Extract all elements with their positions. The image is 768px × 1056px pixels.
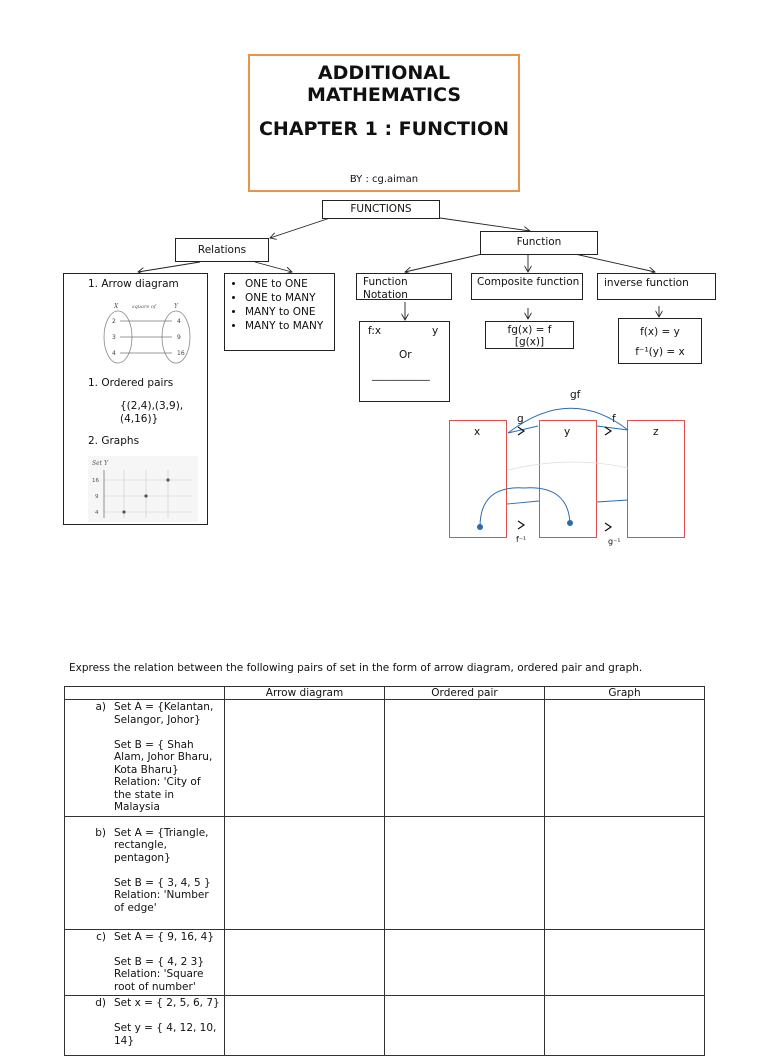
function-notation-box <box>356 273 452 300</box>
graph-illustration <box>88 456 198 522</box>
function-notation-label: Function Notation <box>363 276 408 300</box>
composite-detail-box <box>485 321 574 349</box>
arrow-x-value: 2 <box>112 318 116 325</box>
g-inverse-label: g⁻¹ <box>608 537 621 546</box>
representations-box <box>63 273 208 525</box>
composite-function-box <box>471 273 583 300</box>
relation-type-item: • MANY to MANY <box>245 319 334 333</box>
graph-tick: 9 <box>95 494 99 500</box>
author: BY : cg.aiman <box>349 174 419 185</box>
question-label: d) <box>95 997 106 1009</box>
question-cell <box>65 929 225 996</box>
inverse-function-label: inverse function <box>604 277 689 289</box>
set-z-label: z <box>653 426 659 438</box>
instruction-text: Express the relation between the following pairs of set in the form of arrow diagram, ordered pair and graph. <box>69 662 643 674</box>
answer-cell-pairs[interactable] <box>385 929 545 996</box>
ordered-pairs-heading: 1. Ordered pairs <box>88 377 174 389</box>
table-header: Graph <box>545 687 705 700</box>
composite-function-label: Composite function <box>477 276 580 288</box>
arrow-diagram-heading: 1. Arrow diagram <box>88 278 179 290</box>
arrow-y-value: 16 <box>177 350 185 357</box>
f-inverse-label: f⁻¹ <box>516 535 527 544</box>
arrow-diagram-illustration <box>96 300 196 364</box>
worksheet-table <box>64 686 705 1056</box>
inverse-detail-box <box>618 318 702 364</box>
question-text: Set A = {Triangle, rectangle, pentagon} Set B = { 3, 4, 5 } Relation: 'Number of edge' <box>114 826 211 914</box>
relations-box <box>175 238 269 262</box>
functions-root-box <box>322 200 440 219</box>
question-cell <box>65 816 225 929</box>
answer-cell-pairs[interactable] <box>385 700 545 817</box>
relation-types-box <box>224 273 335 351</box>
graph-tick: 4 <box>95 510 99 516</box>
notation-detail-box <box>359 321 450 402</box>
ordered-pairs-example: {(2,4),(3,9), (4,16)} <box>120 400 184 425</box>
title-line2: MATHEMATICS <box>306 84 462 106</box>
arrow-relation-label: square of <box>132 304 156 310</box>
question-label: b) <box>95 826 106 839</box>
question-text: Set A = { 9, 16, 4} Set B = { 4, 2 3} Relation: 'Square root of number' <box>114 930 215 993</box>
notation-right: y <box>432 325 439 337</box>
table-header: Ordered pair <box>385 687 545 700</box>
graph-axis-label: Set Y <box>92 460 108 467</box>
answer-cell-arrow[interactable] <box>225 996 385 1056</box>
table-header <box>65 687 225 700</box>
graphs-heading: 2. Graphs <box>88 435 140 447</box>
arrow-x-value: 3 <box>112 334 116 341</box>
answer-cell-pairs[interactable] <box>385 996 545 1056</box>
arrow-y-label: Y <box>174 303 178 310</box>
title-line1: ADDITIONAL <box>317 62 451 84</box>
question-label: a) <box>95 701 106 713</box>
question-cell <box>65 700 225 817</box>
arrow-x-label: X <box>114 303 119 310</box>
relation-type-item: • ONE to ONE <box>245 277 334 291</box>
answer-cell-graph[interactable] <box>545 996 705 1056</box>
graph-tick: 16 <box>92 478 99 484</box>
functions-root-label: FUNCTIONS <box>350 203 412 215</box>
inverse-function-box <box>597 273 716 300</box>
relations-label: Relations <box>197 244 247 256</box>
question-text: Set x = { 2, 5, 6, 7} Set y = { 4, 12, 10, 14} <box>114 997 220 1047</box>
set-x-label: x <box>474 426 481 438</box>
notation-or: Or <box>399 349 412 361</box>
arrow-y-value: 9 <box>177 334 181 341</box>
answer-cell-graph[interactable] <box>545 816 705 929</box>
question-cell <box>65 996 225 1056</box>
arrow-y-value: 4 <box>177 318 181 325</box>
gf-label: gf <box>570 389 581 401</box>
notation-left: f:x <box>368 325 382 337</box>
answer-cell-arrow[interactable] <box>225 816 385 929</box>
table-row <box>65 700 705 817</box>
arrow-x-value: 4 <box>112 350 116 357</box>
table-row <box>65 996 705 1056</box>
chapter-title: CHAPTER 1 : FUNCTION <box>258 118 510 140</box>
table-row <box>65 816 705 929</box>
set-y-label: y <box>564 426 571 438</box>
answer-cell-arrow[interactable] <box>225 929 385 996</box>
relation-type-item: • ONE to MANY <box>245 291 334 305</box>
answer-cell-pairs[interactable] <box>385 816 545 929</box>
inverse-line1: f(x) = y <box>640 326 680 338</box>
answer-cell-arrow[interactable] <box>225 700 385 817</box>
function-label: Function <box>516 236 562 248</box>
question-text: Set A = {Kelantan, Selangor, Johor} Set B = { Shah Alam, Johor Bharu, Kota Bharu} Relation: 'City of the state in Malaysia <box>114 701 214 813</box>
inverse-line2: f⁻¹(y) = x <box>635 346 685 358</box>
function-box <box>480 231 598 255</box>
answer-cell-graph[interactable] <box>545 929 705 996</box>
answer-cell-graph[interactable] <box>545 700 705 817</box>
composite-mapping-diagram <box>440 380 700 550</box>
composite-formula: fg(x) = f [g(x)] <box>507 324 552 348</box>
question-label: c) <box>96 930 106 943</box>
table-row <box>65 929 705 996</box>
g-label: g <box>517 413 524 425</box>
f-label: f <box>612 413 616 425</box>
table-header: Arrow diagram <box>225 687 385 700</box>
relation-type-item: • MANY to ONE <box>245 305 334 319</box>
notation-blank: ___________ <box>372 369 430 381</box>
